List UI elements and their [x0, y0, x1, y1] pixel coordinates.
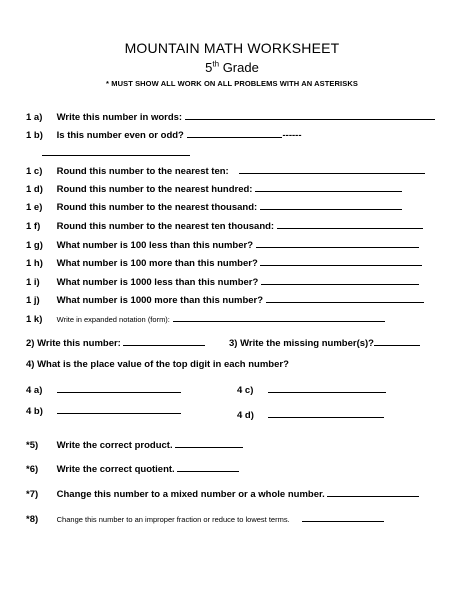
- question-3: [229, 336, 420, 349]
- question-text: Write the correct product.: [56, 440, 173, 451]
- question-4: [26, 359, 289, 370]
- dash-text: ------: [282, 130, 302, 141]
- question-number: 1 k): [26, 314, 43, 325]
- question-1a: [26, 110, 435, 123]
- question-4c: [237, 383, 386, 396]
- grade-heading: [0, 60, 464, 75]
- question-text: What number is 100 less than this number?: [56, 240, 254, 251]
- question-number: 4 a): [26, 385, 43, 396]
- question-text: What is the place value of the top digit in each number?: [37, 359, 289, 370]
- answer-blank[interactable]: [374, 336, 420, 346]
- question-text: Change this number to a mixed number or a whole number.: [56, 489, 325, 500]
- question-text: Change this number to an improper fraction or reduce to lowest terms.: [56, 515, 290, 524]
- answer-blank[interactable]: [185, 110, 435, 120]
- question-text: Round this number to the nearest hundred:: [56, 184, 253, 195]
- question-number: 1 a): [26, 112, 43, 123]
- answer-blank[interactable]: [239, 164, 425, 174]
- answer-blank[interactable]: [268, 408, 384, 418]
- question-text: What number is 1000 more than this number?: [56, 295, 264, 306]
- question-number: *8): [26, 514, 39, 525]
- question-text: Write the correct quotient.: [56, 464, 175, 475]
- question-2: [26, 336, 205, 349]
- question-number: 1 g): [26, 240, 43, 251]
- question-number: 1 e): [26, 202, 43, 213]
- question-text: Write this number in words:: [56, 112, 183, 123]
- question-1b: [26, 128, 301, 141]
- grade-number: 5: [205, 60, 213, 75]
- question-number: 1 b): [26, 130, 43, 141]
- answer-blank[interactable]: [177, 462, 239, 472]
- question-number: 1 d): [26, 184, 43, 195]
- answer-blank[interactable]: [123, 336, 205, 346]
- question-8: [26, 512, 384, 525]
- question-1f: [26, 219, 423, 232]
- answer-blank[interactable]: [277, 219, 423, 229]
- question-number: 3): [229, 338, 238, 349]
- question-text: Write this number:: [37, 338, 121, 349]
- grade-suffix: th: [212, 59, 220, 69]
- question-text: Is this number even or odd?: [56, 130, 184, 141]
- answer-blank[interactable]: [57, 383, 181, 393]
- question-text: Write in expanded notation (form):: [56, 315, 170, 324]
- answer-blank[interactable]: [302, 512, 384, 522]
- grade-word: Grade: [222, 60, 259, 75]
- question-4b: [26, 404, 181, 417]
- answer-blank[interactable]: [327, 487, 419, 497]
- question-4a: [26, 383, 181, 396]
- question-1d: [26, 182, 402, 195]
- answer-blank[interactable]: [187, 128, 282, 138]
- question-number: 4 c): [237, 385, 254, 396]
- answer-blank[interactable]: [260, 200, 402, 210]
- question-number: 4 b): [26, 406, 43, 417]
- answer-blank[interactable]: [268, 383, 386, 393]
- answer-blank[interactable]: [266, 293, 424, 303]
- question-1b-continued: [42, 146, 190, 159]
- question-1c: [26, 164, 425, 177]
- question-1i: [26, 275, 419, 288]
- question-text: Round this number to the nearest ten thousand:: [56, 221, 275, 232]
- question-number: *7): [26, 489, 39, 500]
- question-text: What number is 1000 less than this number?: [56, 277, 259, 288]
- question-text: Round this number to the nearest thousand:: [56, 202, 258, 213]
- answer-blank[interactable]: [57, 404, 181, 414]
- answer-blank[interactable]: [173, 312, 385, 322]
- question-number: 4): [26, 359, 35, 370]
- question-number: 1 i): [26, 277, 40, 288]
- question-number: *6): [26, 464, 39, 475]
- question-1g: [26, 238, 419, 251]
- answer-blank[interactable]: [260, 256, 422, 266]
- answer-blank[interactable]: [175, 438, 243, 448]
- question-4d: [237, 408, 384, 421]
- answer-blank[interactable]: [256, 238, 419, 248]
- answer-blank[interactable]: [255, 182, 402, 192]
- question-6: [26, 462, 239, 475]
- question-number: 1 f): [26, 221, 41, 232]
- answer-blank[interactable]: [261, 275, 419, 285]
- answer-blank[interactable]: [42, 146, 190, 156]
- question-text: Round this number to the nearest ten:: [56, 166, 229, 177]
- question-5: [26, 438, 243, 451]
- question-number: 1 c): [26, 166, 43, 177]
- question-number: 4 d): [237, 410, 254, 421]
- question-text: What number is 100 more than this number?: [56, 258, 258, 269]
- question-1j: [26, 293, 424, 306]
- asterisk-note: * MUST SHOW ALL WORK ON ALL PROBLEMS WITH AN ASTERISKS: [106, 79, 358, 88]
- question-number: *5): [26, 440, 39, 451]
- question-1e: [26, 200, 402, 213]
- question-7: [26, 487, 419, 500]
- worksheet-title: MOUNTAIN MATH WORKSHEET: [124, 40, 340, 56]
- question-1h: [26, 256, 422, 269]
- question-text: Write the missing number(s)?: [240, 338, 374, 349]
- question-number: 1 h): [26, 258, 43, 269]
- question-number: 2): [26, 338, 35, 349]
- question-number: 1 j): [26, 295, 40, 306]
- question-1k: [26, 312, 385, 325]
